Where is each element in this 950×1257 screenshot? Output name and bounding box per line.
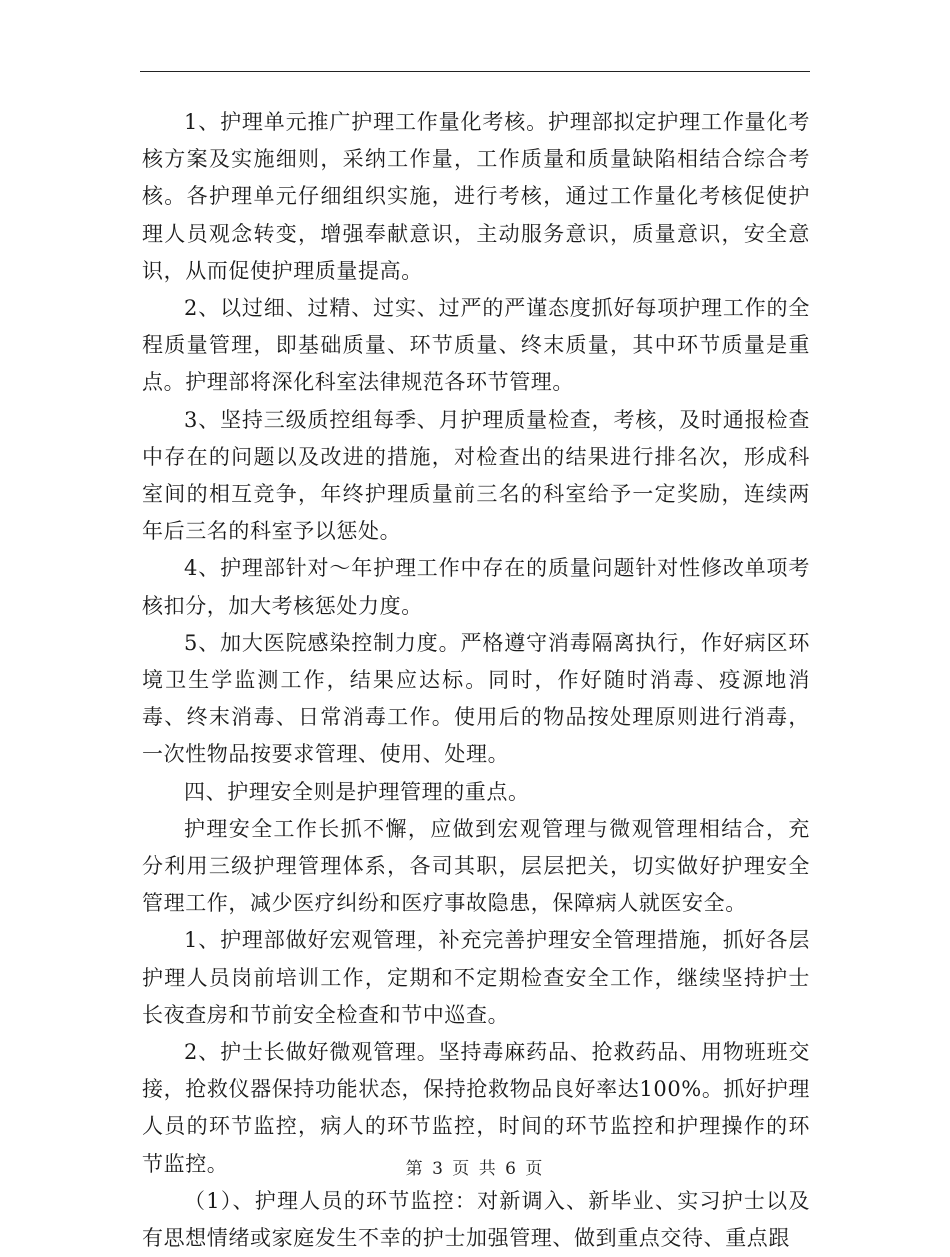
header-rule (140, 71, 810, 72)
paragraph: 2、护士长做好微观管理。坚持毒麻药品、抢救药品、用物班班交接，抢救仪器保持功能状态，保持抢救物品良好率达100%。抓好护理人员的环节监控，病人的环节监控，时间的环节监控和护理操作的环节监控。 (142, 1040, 810, 1176)
document-body (142, 104, 810, 1257)
paragraph: 4、护理部针对～年护理工作中存在的质量问题针对性修改单项考核扣分，加大考核惩处力度。 (142, 556, 810, 618)
paragraph: 护理安全工作长抓不懈，应做到宏观管理与微观管理相结合，充分利用三级护理管理体系，各司其职，层层把关，切实做好护理安全管理工作，减少医疗纠纷和医疗事故隐患，保障病人就医安全。 (142, 816, 810, 916)
section-heading: 四、护理安全则是护理管理的重点。 (184, 779, 530, 804)
paragraph: （1）、护理人员的环节监控：对新调入、新毕业、实习护士以及有思想情绪或家庭发生不幸的护士加强管理、做到重点交待、重点跟 (142, 1188, 810, 1251)
paragraph: 3、坚持三级质控组每季、月护理质量检查，考核，及时通报检查中存在的问题以及改进的措施，对检查出的结果进行排名次，形成科室间的相互竞争，年终护理质量前三名的科室给予一定奖励，连续两年后三名的科室予以惩处。 (142, 407, 810, 544)
paragraph: 2、以过细、过精、过实、过严的严谨态度抓好每项护理工作的全程质量管理，即基础质量、环节质量、终末质量，其中环节质量是重点。护理部将深化科室法律规范各环节管理。 (142, 296, 810, 395)
page-footer: 第 3 页 共 6 页 (405, 1159, 545, 1179)
paragraph: 1、护理单元推广护理工作量化考核。护理部拟定护理工作量化考核方案及实施细则，采纳工作量，工作质量和质量缺陷相结合综合考核。各护理单元仔细组织实施，进行考核，通过工作量化考核促使护理人员观念转变，增强奉献意识，主动服务意识，质量意识，安全意识，从而促使护理质量提高。 (142, 110, 810, 283)
paragraph: 5、加大医院感染控制力度。严格遵守消毒隔离执行，作好病区环境卫生学监测工作，结果应达标。同时，作好随时消毒、疫源地消毒、终末消毒、日常消毒工作。使用后的物品按处理原则进行消毒，一次性物品按要求管理、使用、处理。 (142, 630, 810, 767)
paragraph: 1、护理部做好宏观管理，补充完善护理安全管理措施，抓好各层护理人员岗前培训工作，定期和不定期检查安全工作，继续坚持护士长夜查房和节前安全检查和节中巡查。 (142, 928, 810, 1027)
